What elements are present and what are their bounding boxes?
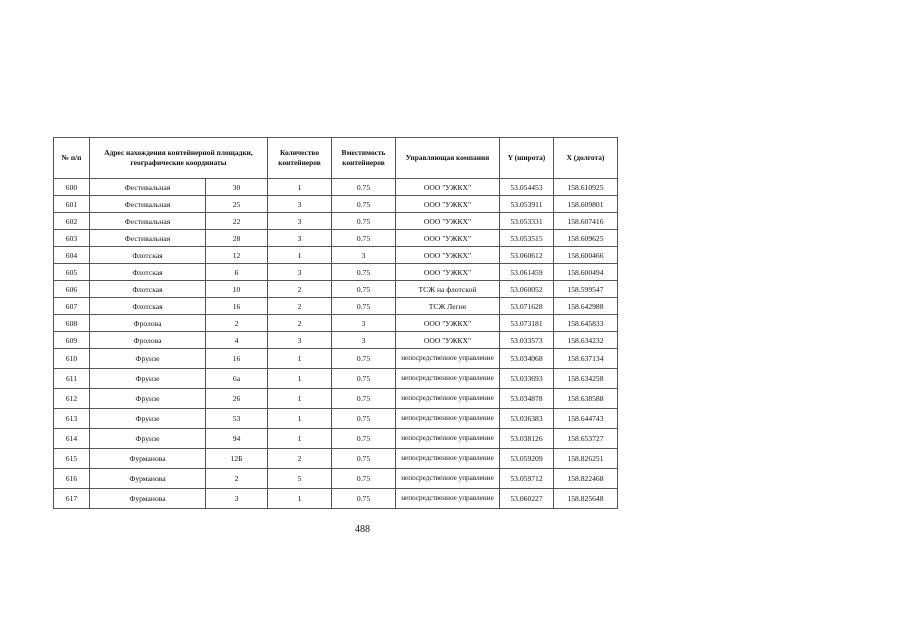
table-row — [54, 469, 618, 489]
cell-company: ТСЖ на флотской — [396, 281, 500, 298]
table-row — [54, 315, 618, 332]
cell-count: 1 — [268, 489, 332, 509]
cell-count: 1 — [268, 247, 332, 264]
cell-y: 53.060227 — [500, 489, 554, 509]
cell-x: 158.600466 — [554, 247, 618, 264]
cell-company: непосредственное управление — [396, 349, 500, 369]
cell-y: 53.034878 — [500, 389, 554, 409]
cell-street: Фестивальная — [90, 196, 206, 213]
header-y: Y (широта) — [500, 138, 554, 179]
cell-y: 53.053331 — [500, 213, 554, 230]
cell-num: 612 — [54, 389, 90, 409]
cell-house: 10 — [206, 281, 268, 298]
cell-house: 30 — [206, 179, 268, 196]
cell-num: 613 — [54, 409, 90, 429]
cell-x: 158.600494 — [554, 264, 618, 281]
cell-y: 53.060612 — [500, 247, 554, 264]
table-row — [54, 230, 618, 247]
cell-x: 158.644743 — [554, 409, 618, 429]
cell-num: 603 — [54, 230, 90, 247]
cell-count: 1 — [268, 389, 332, 409]
table-row — [54, 213, 618, 230]
cell-house: 16 — [206, 349, 268, 369]
cell-y: 53.054453 — [500, 179, 554, 196]
cell-street: Фролова — [90, 315, 206, 332]
table-row — [54, 429, 618, 449]
cell-count: 3 — [268, 264, 332, 281]
cell-street: Флотская — [90, 298, 206, 315]
table-row — [54, 409, 618, 429]
cell-company: ООО "УЖКХ" — [396, 230, 500, 247]
cell-capacity: 3 — [332, 247, 396, 264]
cell-x: 158.642988 — [554, 298, 618, 315]
cell-street: Фролова — [90, 332, 206, 349]
cell-num: 607 — [54, 298, 90, 315]
cell-capacity: 3 — [332, 332, 396, 349]
cell-capacity: 0.75 — [332, 349, 396, 369]
cell-capacity: 0.75 — [332, 489, 396, 509]
cell-capacity: 0.75 — [332, 429, 396, 449]
cell-street: Фурманова — [90, 469, 206, 489]
cell-house: 4 — [206, 332, 268, 349]
cell-num: 616 — [54, 469, 90, 489]
cell-street: Фрунзе — [90, 349, 206, 369]
header-address: Адрес нахождения контейнерной площадки, географические координаты — [90, 138, 268, 179]
cell-capacity: 0.75 — [332, 196, 396, 213]
cell-street: Фурманова — [90, 449, 206, 469]
cell-x: 158.822468 — [554, 469, 618, 489]
cell-company: ООО "УЖКХ" — [396, 332, 500, 349]
table-body — [54, 179, 618, 509]
cell-num: 608 — [54, 315, 90, 332]
cell-y: 53.033573 — [500, 332, 554, 349]
cell-count: 3 — [268, 196, 332, 213]
table-row — [54, 281, 618, 298]
cell-capacity: 0.75 — [332, 409, 396, 429]
cell-y: 53.071628 — [500, 298, 554, 315]
cell-capacity: 0.75 — [332, 213, 396, 230]
container-sites-table — [53, 137, 618, 509]
table-row — [54, 489, 618, 509]
cell-count: 1 — [268, 409, 332, 429]
cell-count: 2 — [268, 315, 332, 332]
cell-y: 53.038126 — [500, 429, 554, 449]
cell-num: 606 — [54, 281, 90, 298]
cell-x: 158.609625 — [554, 230, 618, 247]
cell-x: 158.634232 — [554, 332, 618, 349]
cell-house: 12Б — [206, 449, 268, 469]
cell-street: Фестивальная — [90, 230, 206, 247]
cell-capacity: 0.75 — [332, 389, 396, 409]
table-row — [54, 264, 618, 281]
cell-house: 53 — [206, 409, 268, 429]
cell-house: 12 — [206, 247, 268, 264]
cell-num: 609 — [54, 332, 90, 349]
cell-count: 2 — [268, 281, 332, 298]
cell-x: 158.637134 — [554, 349, 618, 369]
table-row — [54, 369, 618, 389]
cell-house: 94 — [206, 429, 268, 449]
table-header-row — [54, 138, 618, 179]
header-capacity: Вместимость контейнеров — [332, 138, 396, 179]
cell-company: ООО "УЖКХ" — [396, 247, 500, 264]
cell-company: ООО "УЖКХ" — [396, 264, 500, 281]
cell-company: непосредственное управление — [396, 409, 500, 429]
cell-capacity: 0.75 — [332, 298, 396, 315]
cell-y: 53.053515 — [500, 230, 554, 247]
cell-street: Флотская — [90, 247, 206, 264]
cell-company: непосредственное управление — [396, 489, 500, 509]
cell-x: 158.825648 — [554, 489, 618, 509]
cell-y: 53.034068 — [500, 349, 554, 369]
cell-house: 6а — [206, 369, 268, 389]
cell-y: 53.036383 — [500, 409, 554, 429]
cell-capacity: 3 — [332, 315, 396, 332]
cell-num: 610 — [54, 349, 90, 369]
cell-num: 602 — [54, 213, 90, 230]
cell-capacity: 0.75 — [332, 230, 396, 247]
cell-x: 158.599547 — [554, 281, 618, 298]
cell-house: 2 — [206, 315, 268, 332]
cell-count: 3 — [268, 230, 332, 247]
cell-house: 16 — [206, 298, 268, 315]
cell-x: 158.638588 — [554, 389, 618, 409]
cell-num: 605 — [54, 264, 90, 281]
page-number: 488 — [355, 524, 370, 535]
cell-count: 1 — [268, 179, 332, 196]
header-x: X (долгота) — [554, 138, 618, 179]
table-row — [54, 332, 618, 349]
cell-capacity: 0.75 — [332, 179, 396, 196]
table-row — [54, 389, 618, 409]
cell-street: Флотская — [90, 281, 206, 298]
cell-count: 1 — [268, 369, 332, 389]
cell-x: 158.609801 — [554, 196, 618, 213]
cell-count: 1 — [268, 429, 332, 449]
cell-company: ООО "УЖКХ" — [396, 196, 500, 213]
cell-y: 53.060052 — [500, 281, 554, 298]
cell-house: 26 — [206, 389, 268, 409]
cell-street: Фурманова — [90, 489, 206, 509]
cell-y: 53.073181 — [500, 315, 554, 332]
cell-count: 3 — [268, 332, 332, 349]
cell-house: 3 — [206, 489, 268, 509]
table-row — [54, 196, 618, 213]
cell-street: Фрунзе — [90, 389, 206, 409]
cell-company: ООО "УЖКХ" — [396, 179, 500, 196]
cell-street: Фрунзе — [90, 429, 206, 449]
cell-x: 158.826251 — [554, 449, 618, 469]
cell-house: 25 — [206, 196, 268, 213]
cell-street: Фестивальная — [90, 213, 206, 230]
cell-count: 2 — [268, 449, 332, 469]
cell-capacity: 0.75 — [332, 449, 396, 469]
cell-street: Фестивальная — [90, 179, 206, 196]
header-count: Количество контейнеров — [268, 138, 332, 179]
cell-y: 53.053911 — [500, 196, 554, 213]
cell-x: 158.610925 — [554, 179, 618, 196]
cell-num: 614 — [54, 429, 90, 449]
cell-company: ООО "УЖКХ" — [396, 213, 500, 230]
cell-house: 28 — [206, 230, 268, 247]
cell-x: 158.653727 — [554, 429, 618, 449]
cell-company: ООО "УЖКХ" — [396, 315, 500, 332]
cell-y: 53.059209 — [500, 449, 554, 469]
cell-company: непосредственное управление — [396, 429, 500, 449]
cell-x: 158.645833 — [554, 315, 618, 332]
cell-company: непосредственное управление — [396, 369, 500, 389]
table-row — [54, 449, 618, 469]
cell-num: 600 — [54, 179, 90, 196]
cell-street: Фрунзе — [90, 409, 206, 429]
cell-num: 604 — [54, 247, 90, 264]
cell-house: 6 — [206, 264, 268, 281]
cell-y: 53.059712 — [500, 469, 554, 489]
cell-num: 615 — [54, 449, 90, 469]
table-row — [54, 179, 618, 196]
cell-num: 611 — [54, 369, 90, 389]
cell-y: 53.033693 — [500, 369, 554, 389]
cell-count: 1 — [268, 349, 332, 369]
cell-capacity: 0.75 — [332, 369, 396, 389]
cell-street: Флотская — [90, 264, 206, 281]
cell-num: 617 — [54, 489, 90, 509]
table-row — [54, 298, 618, 315]
cell-company: непосредственное управление — [396, 389, 500, 409]
cell-count: 3 — [268, 213, 332, 230]
table-row — [54, 349, 618, 369]
cell-count: 5 — [268, 469, 332, 489]
cell-street: Фрунзе — [90, 369, 206, 389]
cell-company: непосредственное управление — [396, 449, 500, 469]
cell-y: 53.061459 — [500, 264, 554, 281]
cell-company: ТСЖ Легне — [396, 298, 500, 315]
cell-house: 22 — [206, 213, 268, 230]
cell-capacity: 0.75 — [332, 469, 396, 489]
header-company: Управляющая компания — [396, 138, 500, 179]
header-num: № п/п — [54, 138, 90, 179]
cell-company: непосредственное управление — [396, 469, 500, 489]
cell-num: 601 — [54, 196, 90, 213]
cell-count: 2 — [268, 298, 332, 315]
cell-capacity: 0.75 — [332, 264, 396, 281]
cell-x: 158.607416 — [554, 213, 618, 230]
cell-x: 158.634258 — [554, 369, 618, 389]
table-row — [54, 247, 618, 264]
cell-capacity: 0.75 — [332, 281, 396, 298]
cell-house: 2 — [206, 469, 268, 489]
